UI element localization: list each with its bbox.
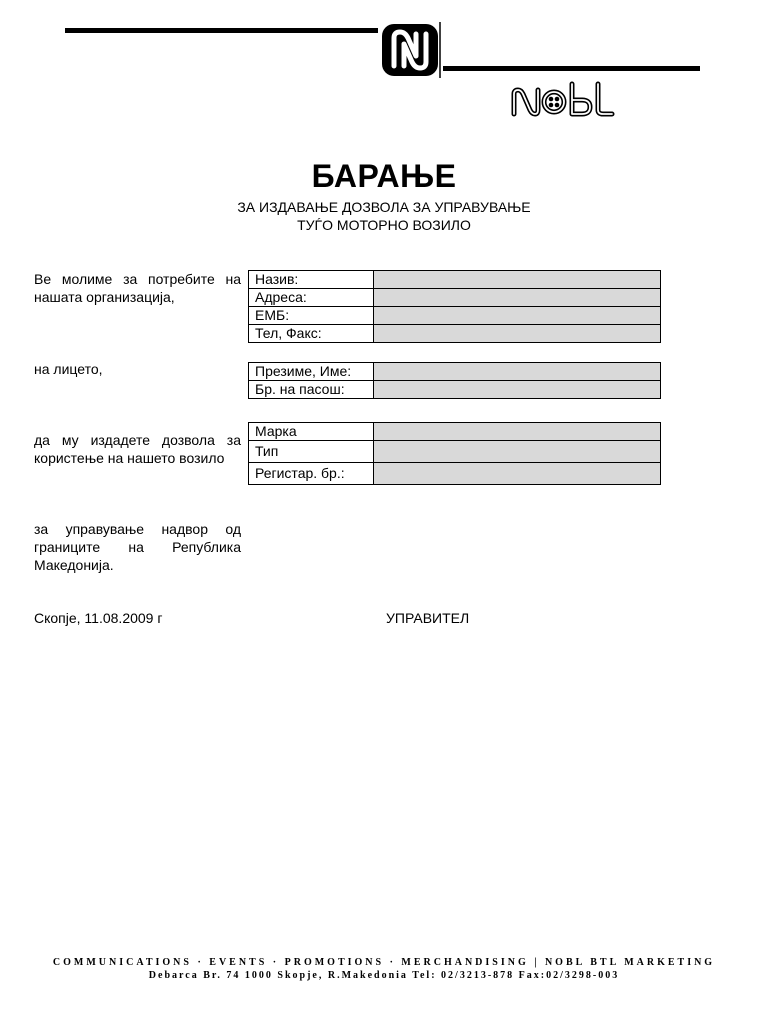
table-row (249, 423, 661, 441)
table-row (249, 463, 661, 485)
vehicle-make-field[interactable] (374, 423, 661, 441)
org-phone-fax-field[interactable] (374, 325, 661, 343)
nobl-wordmark-logo (508, 80, 616, 120)
footer-services-line: COMMUNICATIONS · EVENTS · PROMOTIONS · MERCHANDISING | NOBL BTL MARKETING (52, 957, 716, 968)
org-name-label: Назив: (249, 271, 374, 289)
table-row (249, 307, 661, 325)
vehicle-registration-field[interactable] (374, 463, 661, 485)
table-row (249, 381, 661, 399)
person-request-text: на лицето, (34, 361, 103, 377)
table-row (249, 289, 661, 307)
table-row (249, 363, 661, 381)
vehicle-make-label: Марка (249, 423, 374, 441)
org-address-label: Адреса: (249, 289, 374, 307)
table-row (249, 325, 661, 343)
org-phone-fax-label: Тел, Факс: (249, 325, 374, 343)
organization-fields-table (248, 270, 661, 343)
signature-label: УПРАВИТЕЛ (386, 610, 470, 626)
org-address-field[interactable] (374, 289, 661, 307)
nobl-logo-mark-icon (380, 22, 442, 78)
document-subtitle-line-2: ТУЃО МОТОРНО ВОЗИЛО (297, 217, 471, 233)
person-name-field[interactable] (374, 363, 661, 381)
document-subtitle-line-1: ЗА ИЗДАВАЊЕ ДОЗВОЛА ЗА УПРАВУВАЊЕ (237, 199, 531, 215)
footer-address-line: Debarca Br. 74 1000 Skopje, R.Makedonia Tel: 02/3213-878 Fax:02/3298-003 (148, 970, 620, 981)
org-emb-label: ЕМБ: (249, 307, 374, 325)
vehicle-registration-label: Регистар. бр.: (249, 463, 374, 485)
person-fields-table (248, 362, 661, 399)
header-rule-right (443, 66, 700, 71)
place-date: Скопје, 11.08.2009 г (34, 610, 163, 626)
org-emb-field[interactable] (374, 307, 661, 325)
vehicle-fields-table (248, 422, 661, 485)
table-row (249, 441, 661, 463)
table-row (249, 271, 661, 289)
passport-number-label: Бр. на пасош: (249, 381, 374, 399)
vehicle-type-label: Тип (249, 441, 374, 463)
organization-request-text: Ве молиме за потребите на нашата организација, (34, 271, 241, 305)
document-title: БАРАЊЕ (311, 158, 457, 194)
person-name-label: Презиме, Име: (249, 363, 374, 381)
passport-number-field[interactable] (374, 381, 661, 399)
abroad-usage-text: за управување надвор од границите на Република Македонија. (34, 521, 241, 573)
header-rule-left (65, 28, 378, 33)
vehicle-request-text: да му издадете дозвола за користење на нашето возило (34, 432, 241, 466)
vehicle-type-field[interactable] (374, 441, 661, 463)
org-name-field[interactable] (374, 271, 661, 289)
